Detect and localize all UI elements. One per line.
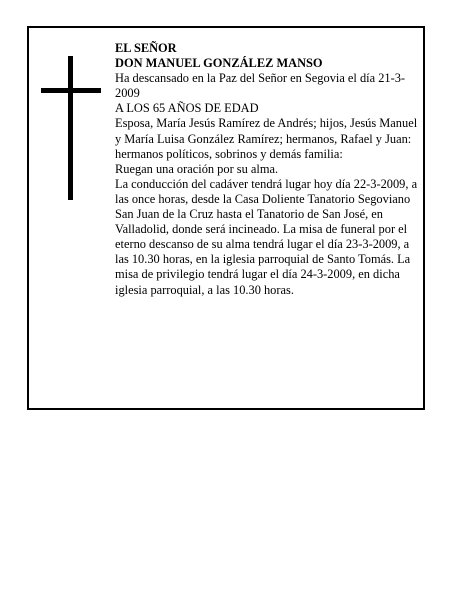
age-line: A LOS 65 AÑOS DE EDAD xyxy=(115,101,259,116)
funeral-details: La conducción del cadáver tendrá lugar hoy día 22-3-2009, a las once horas, desde la Casa Doliente Tanatorio Segoviano San Juan de la Cruz hasta el Tanatorio de San José, en Valladolid, donde será incineado. La misa de funeral por el eterno descanso de su alma tendrá lugar el día 23-3-2009, a las 10.30 horas, en la iglesia parroquial de Santo Tomás. La misa de privilegio tendrá lugar el día 24-3-2009, en dicha iglesia parroquial, a las 10.30 horas. xyxy=(115,176,418,297)
deceased-name: DON MANUEL GONZÁLEZ MANSO xyxy=(115,56,323,71)
cross-horizontal-bar xyxy=(41,88,101,93)
death-announcement: Ha descansado en la Paz del Señor en Segovia el día 21-3-2009 xyxy=(115,71,406,101)
cross-icon xyxy=(41,56,101,200)
obituary-text xyxy=(115,41,421,298)
cross-vertical-bar xyxy=(68,56,73,200)
family-list: Esposa, María Jesús Ramírez de Andrés; hijos, Jesús Manuel y María Luisa González Ramírez; hermanos, Rafael y Juan: hermanos políticos, sobrinos y demás familia: xyxy=(115,116,418,161)
obituary-heading: EL SEÑOR xyxy=(115,41,177,55)
obituary-notice-frame xyxy=(27,26,425,410)
prayer-request: Ruegan una oración por su alma. xyxy=(115,161,279,176)
